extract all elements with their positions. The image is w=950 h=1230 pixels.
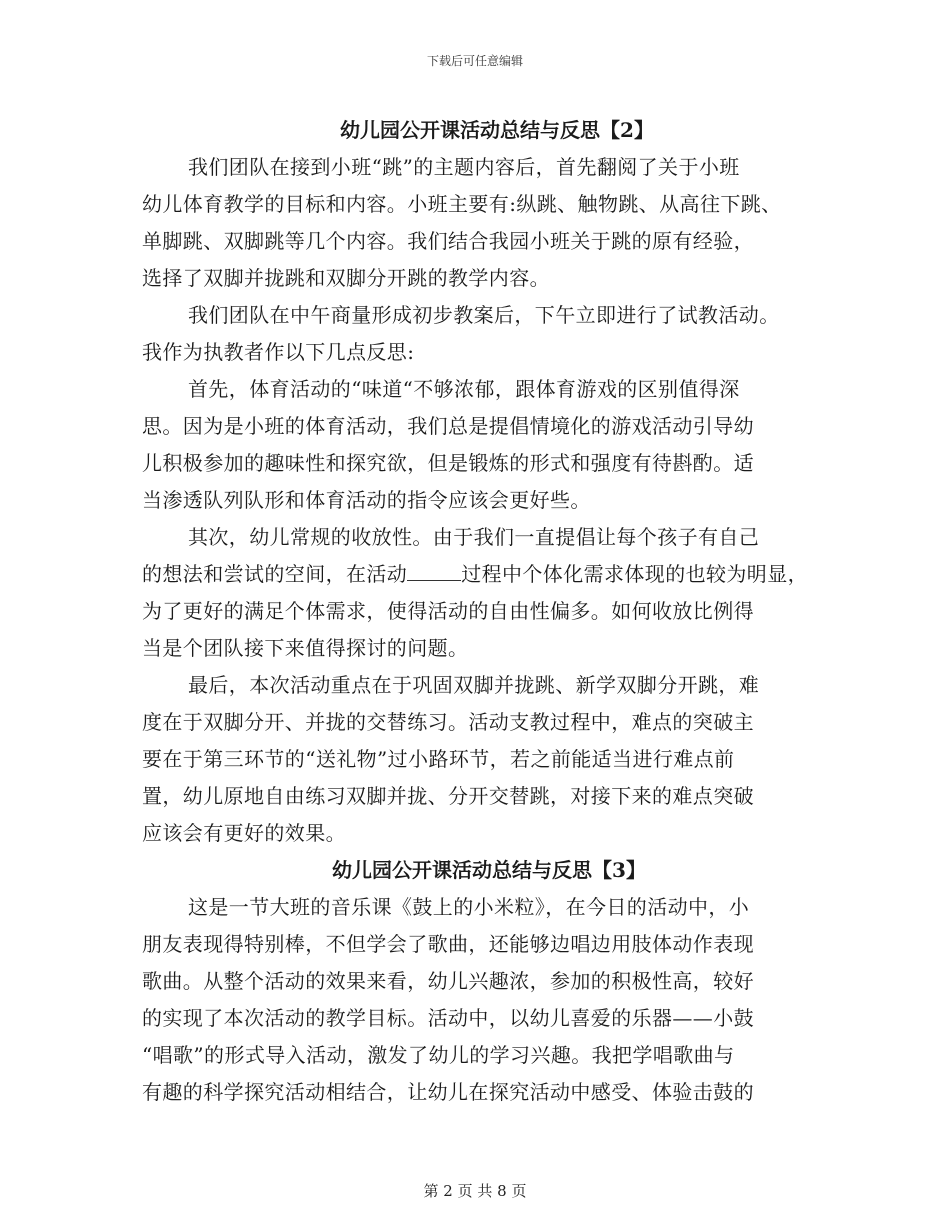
paragraph-line: 我们团队在接到小班“跳”的主题内容后，首先翻阅了关于小班 (188, 155, 740, 179)
paragraph-line: 幼儿体育教学的目标和内容。小班主要有:纵跳、触物跳、从高往下跳、 (142, 192, 782, 216)
paragraph-line (142, 556, 822, 593)
paragraph-line: 这是一节大班的音乐课《鼓上的小米粒》，在今日的活动中，小 (188, 895, 750, 919)
paragraph-line: 选择了双脚并拢跳和双脚分开跳的教学内容。 (142, 266, 550, 290)
section-2-title: 幼儿园公开课活动总结与反思【2】 (340, 118, 654, 142)
paragraph-line: 我作为执教者作以下几点反思: (142, 340, 415, 364)
paragraph-line: 歌曲。从整个活动的效果来看，幼儿兴趣浓，参加的积极性高，较好 (142, 969, 754, 993)
paragraph-line: 思。因为是小班的体育活动，我们总是提倡情境化的游戏活动引导幼 (142, 414, 754, 438)
paragraph-line: 为了更好的满足个体需求，使得活动的自由性偏多。如何收放比例得 (142, 599, 754, 623)
paragraph-line: 最后，本次活动重点在于巩固双脚并拢跳、新学双脚分开跳，难 (188, 673, 760, 697)
paragraph-line: 的实现了本次活动的教学目标。活动中，以幼儿喜爱的乐器——小鼓 (142, 1006, 754, 1030)
paragraph-line: 置，幼儿原地自由练习双脚并拢、分开交替跳，对接下来的难点突破 (142, 784, 754, 808)
paragraph-line: 首先，体育活动的“味道“不够浓郁，跟体育游戏的区别值得深 (188, 377, 740, 401)
fill-in-blank (407, 562, 461, 581)
section-3-title: 幼儿园公开课活动总结与反思【3】 (332, 858, 646, 882)
paragraph-line: 应该会有更好的效果。 (142, 821, 346, 845)
page-number: 第 2 页 共 8 页 (423, 1182, 527, 1200)
paragraph-line: 当渗透队列队形和体育活动的指令应该会更好些。 (142, 488, 591, 512)
paragraph-line: “唱歌”的形式导入活动，激发了幼儿的学习兴趣。我把学唱歌曲与 (142, 1043, 735, 1067)
paragraph-line: 其次，幼儿常规的收放性。由于我们一直提倡让每个孩子有自己 (188, 525, 760, 549)
paragraph-line: 儿积极参加的趣味性和探究欲，但是锻炼的形式和强度有待斟酌。适 (142, 451, 754, 475)
paragraph-line: 单脚跳、双脚跳等几个内容。我们结合我园小班关于跳的原有经验， (142, 229, 754, 253)
document-body (142, 112, 822, 1111)
paragraph-line: 度在于双脚分开、并拢的交替练习。活动支教过程中，难点的突破主 (142, 710, 754, 734)
paragraph-line: 朋友表现得特别棒，不但学会了歌曲，还能够边唱边用肢体动作表现 (142, 932, 754, 956)
paragraph-line: 当是个团队接下来值得探讨的问题。 (142, 636, 469, 660)
paragraph-fragment: 过程中个体化需求体现的也较为明显， (461, 562, 809, 586)
paragraph-line: 要在于第三环节的“送礼物”过小路环节，若之前能适当进行难点前 (142, 747, 735, 771)
paragraph-line: 我们团队在中午商量形成初步教案后，下午立即进行了试教活动。 (188, 303, 780, 327)
paragraph-fragment: 的想法和尝试的空间，在活动 (142, 562, 408, 586)
paragraph-line: 有趣的科学探究活动相结合，让幼儿在探究活动中感受、体验击鼓的 (142, 1080, 754, 1104)
page-header-note: 下载后可任意编辑 (426, 54, 523, 68)
